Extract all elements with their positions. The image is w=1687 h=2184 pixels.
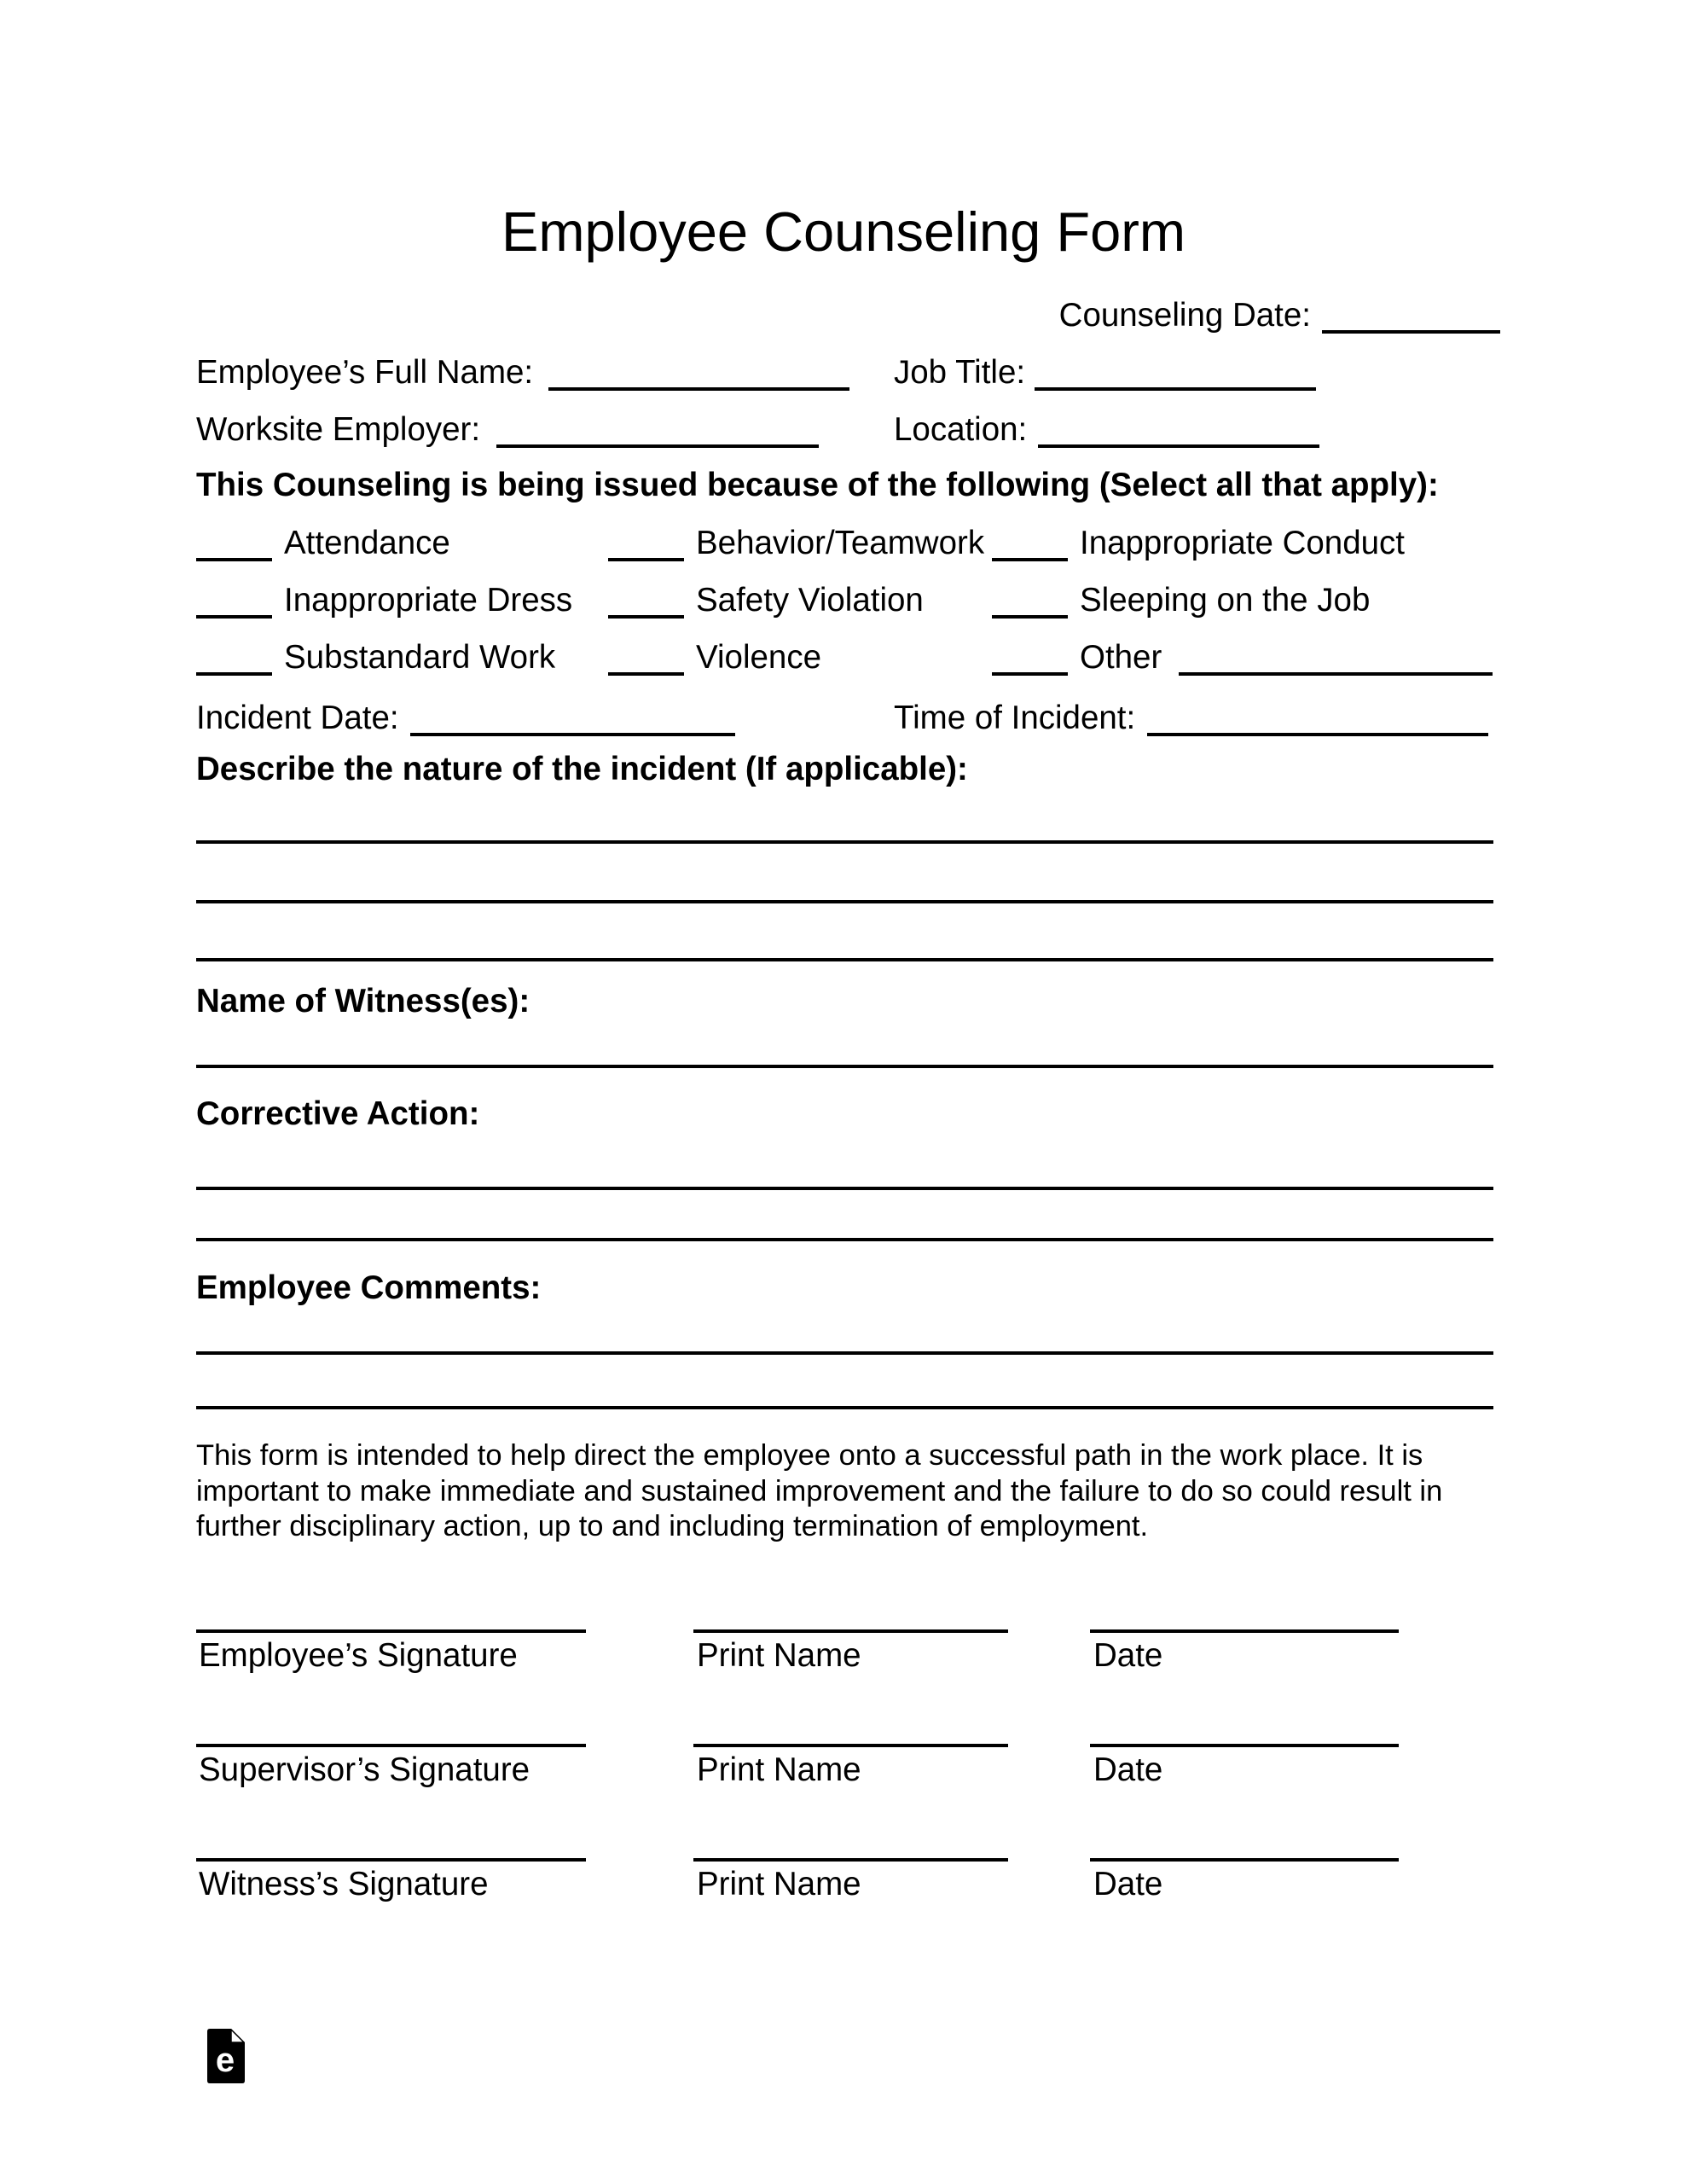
job-title-blank[interactable] [1035, 379, 1316, 391]
incident-date-label: Incident Date: [196, 700, 399, 736]
substandard-work-checkbox-blank[interactable] [196, 664, 272, 676]
employee-signature-label: Employee’s Signature [199, 1637, 518, 1674]
witness-signature-label: Witness’s Signature [199, 1866, 489, 1902]
inappropriate-dress-checkbox-blank[interactable] [196, 607, 272, 619]
other-checkbox-blank[interactable] [992, 664, 1068, 676]
safety-violation-checkbox-blank[interactable] [608, 607, 684, 619]
location-label: Location: [894, 411, 1028, 448]
document-page-icon [207, 2029, 245, 2083]
eforms-document-logo [207, 2029, 245, 2088]
worksite-employer-field [196, 410, 819, 450]
supervisor-date-label: Date [1093, 1751, 1163, 1788]
reason-option-substandard-work [196, 638, 555, 677]
counseling-date-blank[interactable] [1322, 322, 1500, 334]
witness-signature-line[interactable] [196, 1858, 586, 1862]
employee-signature-line[interactable] [196, 1629, 586, 1633]
counseling-date-row [1059, 296, 1500, 335]
incident-time-blank[interactable] [1147, 724, 1488, 736]
reason-option-attendance [196, 524, 450, 563]
corrective-action-heading: Corrective Action: [196, 1095, 480, 1132]
violence-label: Violence [696, 639, 821, 676]
inappropriate-conduct-checkbox-blank[interactable] [992, 549, 1068, 561]
reason-option-other [992, 638, 1493, 677]
witness-print-name-label: Print Name [697, 1866, 861, 1902]
behavior-teamwork-label: Behavior/Teamwork [696, 525, 985, 561]
employee-name-label: Employee’s Full Name: [196, 354, 534, 391]
describe-incident-line-2[interactable] [196, 900, 1493, 903]
attendance-label: Attendance [284, 525, 450, 561]
attendance-checkbox-blank[interactable] [196, 549, 272, 561]
other-reason-blank[interactable] [1179, 664, 1493, 676]
reason-option-behavior-teamwork [608, 524, 984, 563]
witness-heading: Name of Witness(es): [196, 983, 530, 1019]
employee-comments-heading: Employee Comments: [196, 1269, 542, 1306]
job-title-label: Job Title: [894, 354, 1026, 391]
employee-comments-line-2[interactable] [196, 1406, 1493, 1409]
describe-incident-line-1[interactable] [196, 840, 1493, 844]
reason-option-inappropriate-conduct [992, 524, 1405, 563]
location-blank[interactable] [1038, 436, 1319, 448]
witness-print-name-line[interactable] [693, 1858, 1008, 1862]
reasons-heading: This Counseling is being issued because of the following (Select all that apply): [196, 467, 1439, 503]
reason-option-violence [608, 638, 821, 677]
counseling-date-label: Counseling Date: [1058, 297, 1311, 334]
reason-option-sleeping-on-the-job [992, 581, 1370, 620]
employee-name-blank[interactable] [548, 379, 849, 391]
employee-date-label: Date [1093, 1637, 1163, 1674]
witness-line[interactable] [196, 1065, 1493, 1068]
job-title-field [894, 353, 1316, 392]
disclaimer-paragraph: This form is intended to help direct the employee onto a successful path in the work place. It is important to make immediate and sustained improvement and the failure to do so could result in further disciplinary action, up to and including termination of employment. [196, 1439, 1443, 1542]
substandard-work-label: Substandard Work [284, 639, 556, 676]
behavior-teamwork-checkbox-blank[interactable] [608, 549, 684, 561]
worksite-employer-blank[interactable] [496, 436, 819, 448]
employee-print-name-label: Print Name [697, 1637, 861, 1674]
employee-name-field [196, 353, 849, 392]
incident-date-field [196, 699, 735, 738]
witness-date-label: Date [1093, 1866, 1163, 1902]
describe-incident-line-3[interactable] [196, 958, 1493, 961]
supervisor-signature-line[interactable] [196, 1744, 586, 1747]
employee-date-line[interactable] [1090, 1629, 1399, 1633]
page-title: Employee Counseling Form [501, 200, 1186, 263]
violence-checkbox-blank[interactable] [608, 664, 684, 676]
worksite-employer-label: Worksite Employer: [196, 411, 481, 448]
reason-option-safety-violation [608, 581, 924, 620]
sleeping-on-the-job-label: Sleeping on the Job [1080, 582, 1371, 619]
employee-comments-line-1[interactable] [196, 1351, 1493, 1355]
supervisor-date-line[interactable] [1090, 1744, 1399, 1747]
sleeping-on-the-job-checkbox-blank[interactable] [992, 607, 1068, 619]
reason-option-inappropriate-dress [196, 581, 572, 620]
incident-time-field [894, 699, 1488, 738]
witness-date-line[interactable] [1090, 1858, 1399, 1862]
inappropriate-conduct-label: Inappropriate Conduct [1080, 525, 1405, 561]
corrective-action-line-2[interactable] [196, 1238, 1493, 1241]
employee-print-name-line[interactable] [693, 1629, 1008, 1633]
logo-letter: e [215, 2042, 235, 2079]
supervisor-print-name-label: Print Name [697, 1751, 861, 1788]
corrective-action-line-1[interactable] [196, 1187, 1493, 1190]
supervisor-print-name-line[interactable] [693, 1744, 1008, 1747]
incident-date-blank[interactable] [410, 724, 735, 736]
inappropriate-dress-label: Inappropriate Dress [284, 582, 573, 619]
location-field [894, 410, 1319, 450]
supervisor-signature-label: Supervisor’s Signature [199, 1751, 530, 1788]
incident-time-label: Time of Incident: [894, 700, 1136, 736]
other-label: Other [1080, 639, 1162, 676]
safety-violation-label: Safety Violation [696, 582, 924, 619]
describe-incident-heading: Describe the nature of the incident (If applicable): [196, 751, 968, 787]
